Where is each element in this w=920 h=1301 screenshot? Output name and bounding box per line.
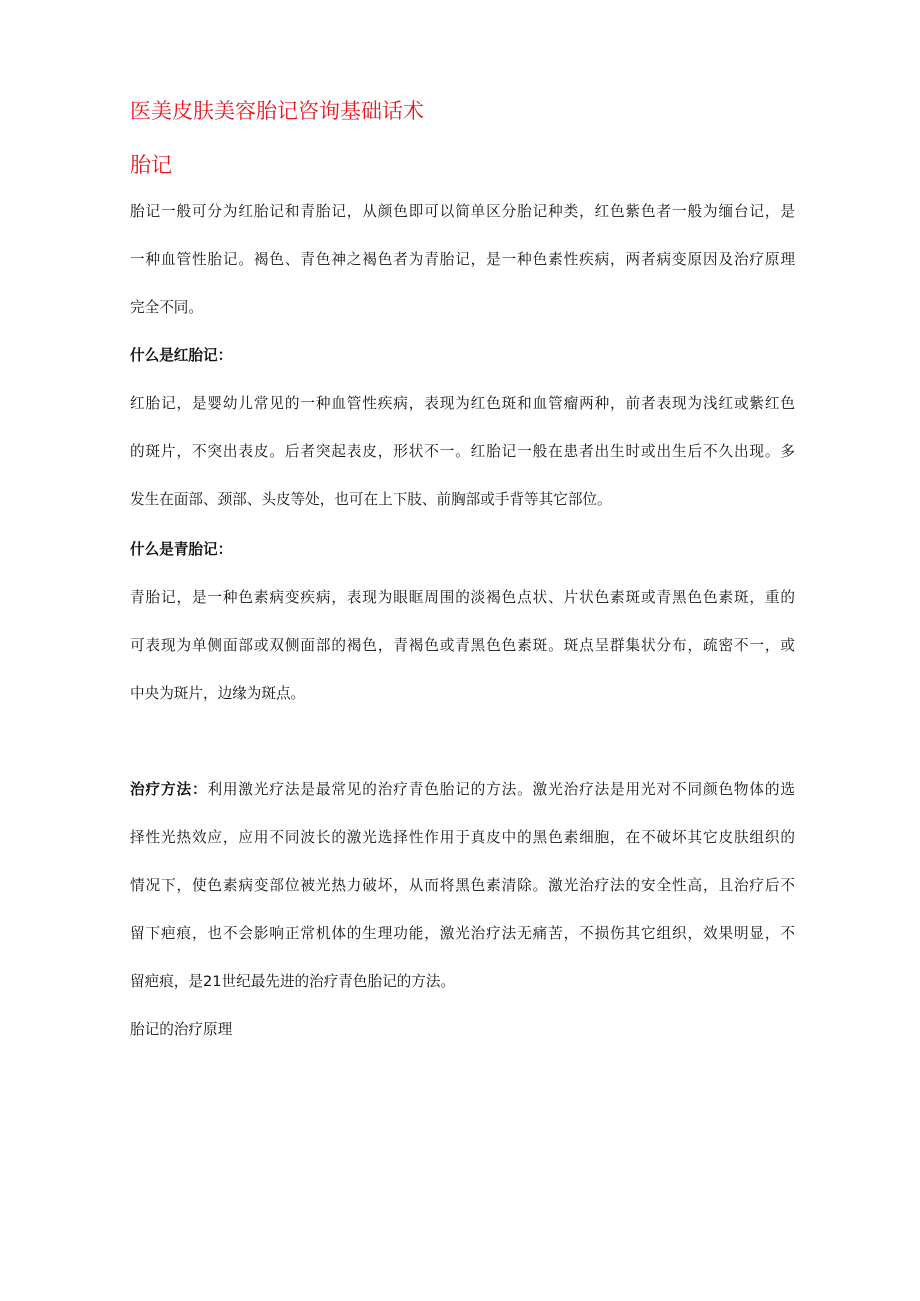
red-birthmark-paragraph xyxy=(130,380,795,524)
blue-birthmark-paragraph xyxy=(130,574,795,718)
treatment-line: 择性光热效应，应用不同波长的激光选择性作用于真皮中的黑色素细胞，在不破坏其它皮肤组织的 xyxy=(130,829,795,846)
intro-line: 完全不同。 xyxy=(130,299,203,316)
blue-line: 青胎记，是一种色素病变疾病，表现为眼眶周围的淡褐色点状、片状色素斑或青黑色色素斑，重的 xyxy=(130,589,795,606)
treatment-line: 情况下，使色素病变部位被光热力破坏，从而将黑色素清除。激光治疗法的安全性高，且治疗后不 xyxy=(130,877,795,894)
red-birthmark-heading: 什么是红胎记： xyxy=(130,347,233,364)
footer-heading: 胎记的治疗原理 xyxy=(130,1021,233,1038)
intro-line: 一种血管性胎记。褐色、青色神之褐色者为青胎记，是一种色素性疾病，两者病变原因及治疗原理 xyxy=(130,251,795,268)
treatment-paragraph xyxy=(130,766,795,1006)
document-title: 医美皮肤美容胎记咨询基础话术 xyxy=(130,99,424,123)
treatment-line: 留下疤痕，也不会影响正常机体的生理功能，激光治疗法无痛苦，不损伤其它组织，效果明显，不 xyxy=(130,925,795,942)
treatment-line xyxy=(130,766,795,814)
treatment-label: 治疗方法： xyxy=(130,781,208,798)
red-line: 的斑片，不突出表皮。后者突起表皮，形状不一。红胎记一般在患者出生时或出生后不久出现。多 xyxy=(130,443,795,460)
red-line: 发生在面部、颈部、头皮等处，也可在上下肢、前胸部或手背等其它部位。 xyxy=(130,491,612,508)
intro-line: 胎记一般可分为红胎记和青胎记，从颜色即可以简单区分胎记种类，红色紫色者一般为缅台记，是 xyxy=(130,203,795,220)
blue-line: 中央为斑片，边缘为斑点。 xyxy=(130,685,306,702)
red-line: 红胎记，是婴幼儿常见的一种血管性疾病，表现为红色斑和血管瘤两种，前者表现为浅红或紫红色 xyxy=(130,395,795,412)
section-title: 胎记 xyxy=(130,153,172,177)
treatment-line-text: 利用激光疗法是最常见的治疗青色胎记的方法。激光治疗法是用光对不同颜色物体的选 xyxy=(207,781,795,798)
blue-birthmark-heading: 什么是青胎记： xyxy=(130,541,233,558)
blue-line: 可表现为单侧面部或双侧面部的褐色，青褐色或青黑色色素斑。斑点呈群集状分布，疏密不一，或 xyxy=(130,637,795,654)
treatment-line: 留疤痕，是21世纪最先进的治疗青色胎记的方法。 xyxy=(130,973,456,990)
intro-paragraph xyxy=(130,188,795,332)
